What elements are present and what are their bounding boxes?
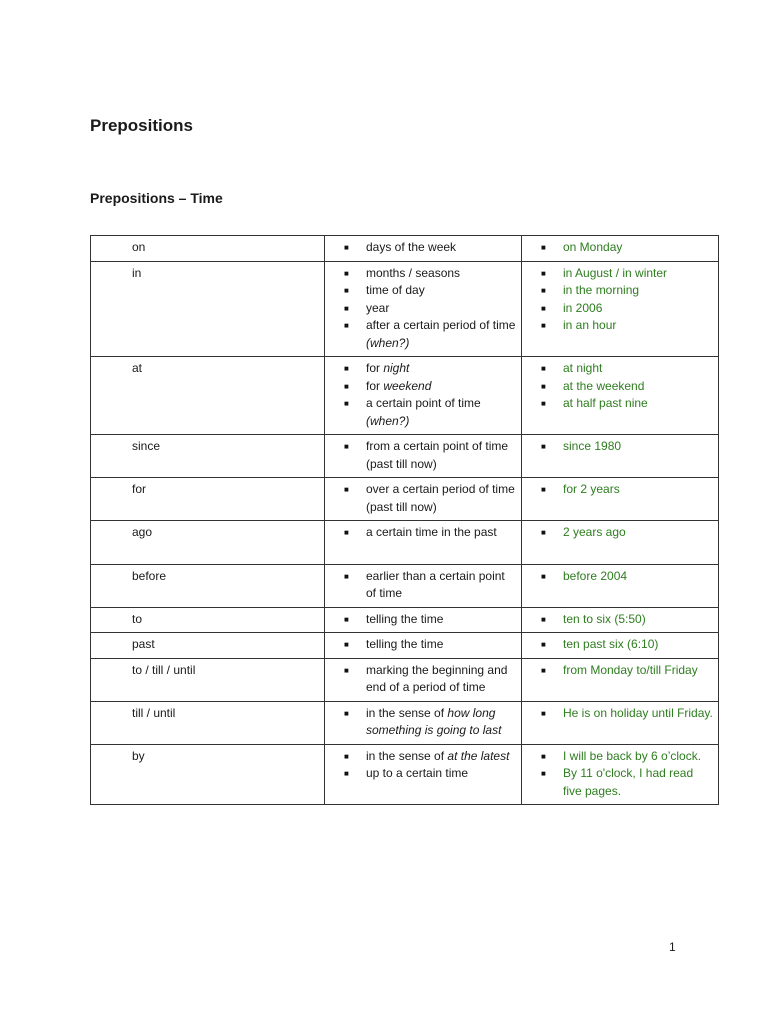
usage-cell <box>325 744 522 805</box>
example-item: ■ since 1980 <box>526 438 714 456</box>
usage-item <box>329 524 517 542</box>
example-item: ■ He is on holiday until Friday. <box>526 705 714 723</box>
preposition-cell: since <box>91 435 325 478</box>
example-item: ■ at the weekend <box>526 378 714 396</box>
usage-text: for <box>366 378 384 393</box>
preposition-cell: on <box>91 236 325 262</box>
usage-text: time of day <box>366 283 425 297</box>
example-cell <box>522 607 719 633</box>
example-cell <box>522 435 719 478</box>
example-list <box>526 568 714 586</box>
example-cell <box>522 658 719 701</box>
usage-item <box>329 748 517 766</box>
usage-cell <box>325 521 522 565</box>
usage-item <box>329 438 517 473</box>
usage-text: a certain time in the past <box>366 525 497 539</box>
preposition-cell: in <box>91 261 325 357</box>
table-row <box>91 236 719 262</box>
usage-item <box>329 239 517 257</box>
usage-cell <box>325 435 522 478</box>
table-row <box>91 744 719 805</box>
example-item: ■ on Monday <box>526 239 714 257</box>
page-title: Prepositions <box>90 116 193 135</box>
usage-list <box>329 360 517 430</box>
page-number: 1 <box>669 940 676 954</box>
example-item: ■ ten past six (6:10) <box>526 636 714 654</box>
usage-item <box>329 662 517 697</box>
example-list <box>526 611 714 629</box>
usage-italic-text: how long something is going to last <box>366 705 502 737</box>
example-list <box>526 748 714 801</box>
usage-cell <box>325 633 522 659</box>
usage-text: marking the beginning and end of a period of time <box>366 662 508 694</box>
example-list <box>526 239 714 257</box>
example-item: ■ 2 years ago <box>526 524 714 542</box>
preposition-cell: by <box>91 744 325 805</box>
usage-item <box>329 317 517 352</box>
usage-item <box>329 360 517 378</box>
example-item: ■ for 2 years <box>526 481 714 499</box>
usage-cell <box>325 357 522 435</box>
preposition-cell: at <box>91 357 325 435</box>
usage-text: from a certain point of time (past till now) <box>366 439 509 471</box>
usage-text: after a certain period of time <box>366 318 516 332</box>
example-item: ■ in the morning <box>526 282 714 300</box>
table-row <box>91 261 719 357</box>
usage-item <box>329 636 517 654</box>
example-list <box>526 636 714 654</box>
usage-cell <box>325 564 522 607</box>
usage-text: a certain point of time <box>366 396 481 410</box>
usage-list <box>329 265 517 353</box>
example-cell <box>522 744 719 805</box>
usage-italic-text: night <box>383 361 410 375</box>
usage-text: earlier than a certain point of time <box>366 568 505 600</box>
example-cell <box>522 236 719 262</box>
example-item: ■ in an hour <box>526 317 714 335</box>
usage-cell <box>325 701 522 744</box>
usage-item <box>329 481 517 516</box>
example-list <box>526 360 714 413</box>
prepositions-table <box>90 235 719 805</box>
example-cell <box>522 701 719 744</box>
table-row <box>91 521 719 565</box>
preposition-cell: past <box>91 633 325 659</box>
example-item: ■ before 2004 <box>526 568 714 586</box>
usage-item <box>329 395 517 430</box>
example-cell <box>522 521 719 565</box>
table-row <box>91 478 719 521</box>
usage-item <box>329 765 517 783</box>
example-cell <box>522 478 719 521</box>
preposition-cell: before <box>91 564 325 607</box>
usage-text: days of the week <box>366 240 457 254</box>
example-list <box>526 524 714 542</box>
preposition-cell: for <box>91 478 325 521</box>
usage-list <box>329 662 517 697</box>
table-row <box>91 658 719 701</box>
usage-italic-text: (when?) <box>366 335 410 350</box>
example-item: ■ from Monday to/till Friday <box>526 662 714 680</box>
example-list <box>526 662 714 680</box>
usage-list <box>329 524 517 542</box>
example-cell <box>522 261 719 357</box>
usage-list <box>329 636 517 654</box>
usage-item <box>329 378 517 396</box>
prepositions-table-body <box>91 236 719 805</box>
example-item: ■ in August / in winter <box>526 265 714 283</box>
usage-text: telling the time <box>366 611 444 626</box>
usage-text: year <box>366 300 390 315</box>
usage-cell <box>325 478 522 521</box>
usage-text: in the sense of <box>366 748 448 763</box>
usage-italic-text: at the latest <box>447 748 510 763</box>
usage-item <box>329 705 517 740</box>
preposition-cell: ago <box>91 521 325 565</box>
usage-cell <box>325 236 522 262</box>
table-row <box>91 701 719 744</box>
usage-list <box>329 438 517 473</box>
usage-italic-text: weekend <box>383 378 432 393</box>
table-row <box>91 607 719 633</box>
section-subtitle: Prepositions – Time <box>90 190 223 206</box>
usage-item <box>329 568 517 603</box>
table-row <box>91 564 719 607</box>
table-row <box>91 633 719 659</box>
usage-text: for <box>366 361 384 375</box>
preposition-cell: to <box>91 607 325 633</box>
usage-text: in the sense of <box>366 705 448 720</box>
usage-cell <box>325 607 522 633</box>
example-list <box>526 265 714 335</box>
usage-item <box>329 611 517 629</box>
example-item: ■ at half past nine <box>526 395 714 413</box>
preposition-cell: to / till / until <box>91 658 325 701</box>
example-item: ■ By 11 o'clock, I had read five pages. <box>526 765 714 800</box>
example-item: ■ at night <box>526 360 714 378</box>
example-list <box>526 705 714 723</box>
usage-item <box>329 300 517 318</box>
usage-list <box>329 705 517 740</box>
example-list <box>526 481 714 499</box>
usage-item <box>329 265 517 283</box>
table-row <box>91 435 719 478</box>
usage-cell <box>325 658 522 701</box>
usage-text: over a certain period of time (past till now) <box>366 482 515 514</box>
preposition-cell: till / until <box>91 701 325 744</box>
usage-list <box>329 568 517 603</box>
example-item: ■ ten to six (5:50) <box>526 611 714 629</box>
usage-text: telling the time <box>366 637 444 651</box>
example-list <box>526 438 714 456</box>
usage-list <box>329 481 517 516</box>
usage-cell <box>325 261 522 357</box>
usage-text: months / seasons <box>366 265 461 280</box>
usage-list <box>329 748 517 783</box>
example-cell <box>522 633 719 659</box>
usage-italic-text: (when?) <box>366 413 410 428</box>
example-item: ■ I will be back by 6 o’clock. <box>526 748 714 766</box>
example-cell <box>522 357 719 435</box>
example-item: ■ in 2006 <box>526 300 714 318</box>
example-cell <box>522 564 719 607</box>
usage-item <box>329 282 517 300</box>
usage-list <box>329 239 517 257</box>
usage-list <box>329 611 517 629</box>
table-row <box>91 357 719 435</box>
usage-text: up to a certain time <box>366 766 469 780</box>
